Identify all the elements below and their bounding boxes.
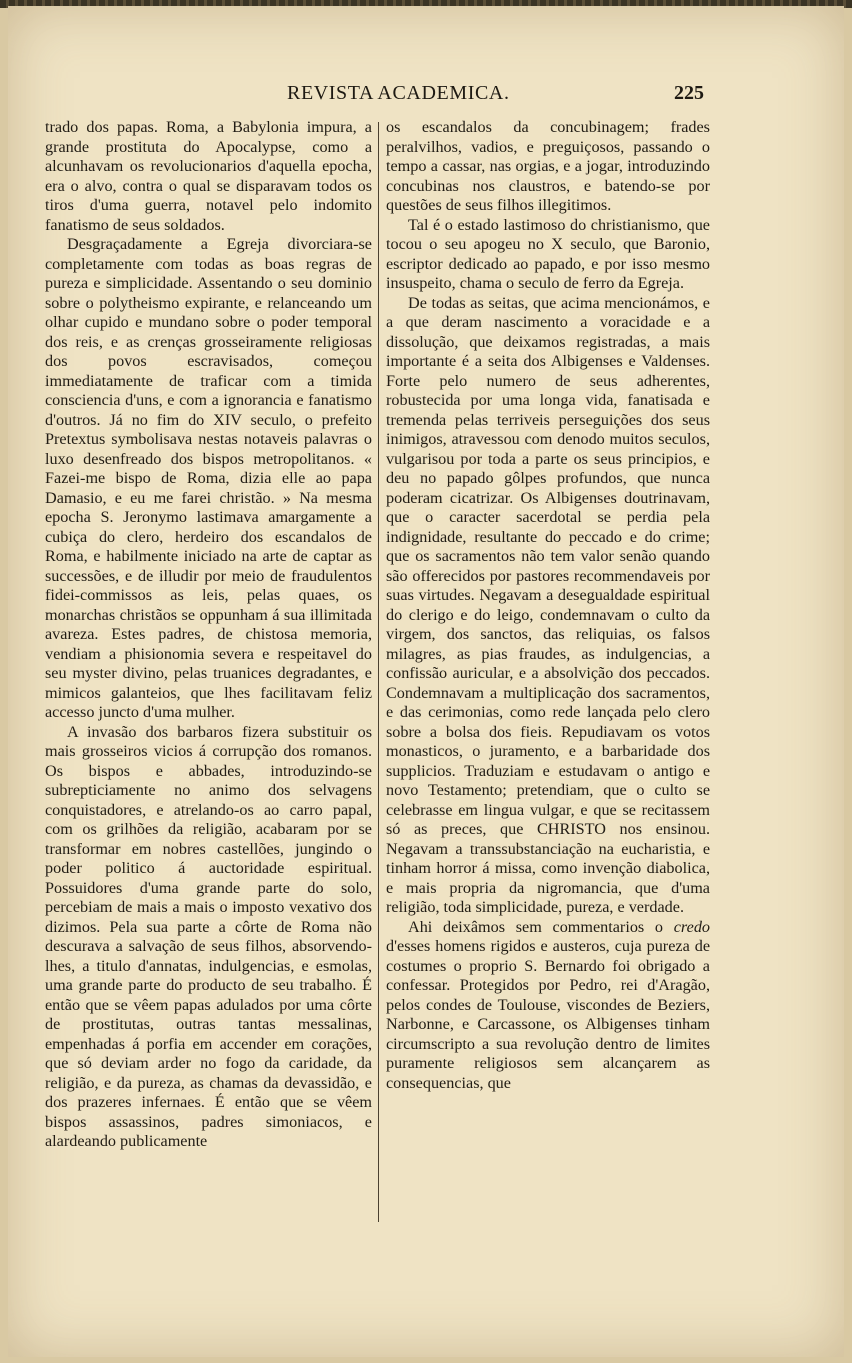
column-divider [378,122,379,1222]
paragraph: De todas as seitas, que acima mencionámos, e a que deram nascimento a voracidade e a dissolução, que deixamos registradas, a mais importante é a seita dos Albigenses e Valdenses. Forte pelo numero de seus adherentes, robustecida por uma longa vida, fanatisada e tremenda pelas terriveis perseguições dos seus inimigos, atravessou com denodo muitos seculos, vulgarisou por toda a parte os seus principios, e deu no papado gôlpes profundos, que nunca poderam cicatrizar. Os Albigenses doutrinavam, que o caracter sacerdotal se perdia pela indignidade, resultante do peccado e do crime; que os sacramentos não tem valor senão quando são offerecidos por pastores recommendaveis por suas virtudes. Negavam a desegualdade espiritual do clerigo e do leigo, condemnavam o culto da virgem, dos sanctos, das reliquias, os falsos milagres, as pias fraudes, as indulgencias, a confissão auricular, e a absolvição dos peccados. Condemnavam a multiplicação dos sacramentos, e das cerimonias, como rede lançada pelo clero sobre a bolsa dos fieis. Repudiavam os votos monasticos, o juramento, e a barbaridade dos supplicios. Traduziam e estudavam o antigo e novo Testamento; pretendiam, que o culto se celebrasse em lingua vulgar, e que se recitassem só as preces, que CHRISTO nos ensinou. Negavam a transsubstanciação na eucharistia, e tinham horror á missa, como invenção diabolica, e mais propria da nigromancia, que d'uma religião, toda simplicidade, pureza, e verdade. [386,293,710,916]
paragraph: A invasão dos barbaros fizera substituir os mais grosseiros vicios á corrupção dos romanos. Os bispos e abbades, introduzindo-se subrepticiamente no animo dos selvagens conquistadores, e atrelando-os ao carro papal, com os grilhões da religião, acabaram por se transformar em nobres castellões, jungindo o poder politico á auctoridade espiritual. Possuidores d'uma grande parte do solo, percebiam de mais a mais o imposto vexativo dos dizimos. Pela sua parte a côrte de Roma não descurava a salvação de seus filhos, absorvendo-lhes, a titulo d'annatas, indulgencias, e esmolas, uma grande parte do producto de seu trabalho. É então que se vêem papas adulados por uma côrte de prostitutas, outras tantas messalinas, empenhadas á porfia em accender em corações, que só deviam arder no fogo da caridade, da religião, e da pureza, as chamas da devassidão, e dos prazeres infernaes. É então que se vêem bispos assassinos, padres simoniacos, e alardeando publicamente [45,722,372,1150]
journal-title: REVISTA ACADEMICA. [287,82,510,104]
running-header [0,82,852,110]
text-run: d'esses homens rigidos e austeros, cuja pureza de costumes o proprio S. Bernardo foi obrigado a confessar. Protegidos por Pedro, rei d'Aragão, pelos condes de Toulouse, viscondes de Beziers, Narbonne, e Carcassone, os Albigenses tinham circumscripto a sua revolução dentro de limites puramente religiosos sem alcançarem as consequencias, que [386,937,710,1092]
paragraph: trado dos papas. Roma, a Babylonia impura, a grande prostituta do Apocalypse, como a alcunhavam os revolucionarios d'aquella epocha, era o alvo, contra o qual se disparavam todos os tiros d'uma guerra, notavel pelo indomito fanatismo de seus soldados. [45,118,372,234]
right-column [386,118,710,1093]
italic-word: credo [673,917,711,936]
paragraph: Desgraçadamente a Egreja divorciara-se completamente com todas as boas regras de pureza e simplicidade. Assentando o seu dominio sobre o polytheismo expirante, e relanceando um olhar cupido e mundano sobre o poder temporal dos reis, e as crenças grosseiramente religiosas dos povos escravisados, começou immediatamente de traficar com a timida consciencia d'uns, e com a ignorancia e fanatismo d'outros. Já no fim do XIV seculo, o prefeito Pretextus symbolisava nestas notaveis palavras o luxo desenfreado dos bispos metropolitanos. « Fazei-me bispo de Roma, dizia elle ao papa Damasio, e eu me farei christão. » Na mesma epocha S. Jeronymo lastimava amargamente a cubiça do clero, herdeiro dos escandalos de Roma, e habilmente iniciado na arte de captar as successões, e de illudir por meio de fraudulentos fidei-commissos as leis, pelas quaes, os monarchas christãos se oppunham á sua illimitada avareza. Estes padres, de chistosa memoria, vendiam a phisionomia severa e respeitavel do seu myster divino, pelas truanices degradantes, e mimicos galanteios, que lhes facilitavam feliz accesso juncto d'uma mulher. [45,235,372,721]
left-column [45,118,372,1152]
text-run: Ahi deixâmos sem commentarios o [408,917,664,936]
paragraph [386,918,710,1094]
page-number: 225 [674,82,704,104]
paragraph: Tal é o estado lastimoso do christianismo, que tocou o seu apogeu no X seculo, que Baronio, escriptor dedicado ao papado, e por isso mesmo insuspeito, chama o seculo de ferro da Egreja. [386,215,710,292]
paragraph: os escandalos da concubinagem; frades peralvilhos, vadios, e preguiçosos, passando o tempo a cassar, nas orgias, e a jogar, introduzindo concubinas nos claustros, e batendo-se por questões de seus filhos illegitimos. [386,118,710,214]
